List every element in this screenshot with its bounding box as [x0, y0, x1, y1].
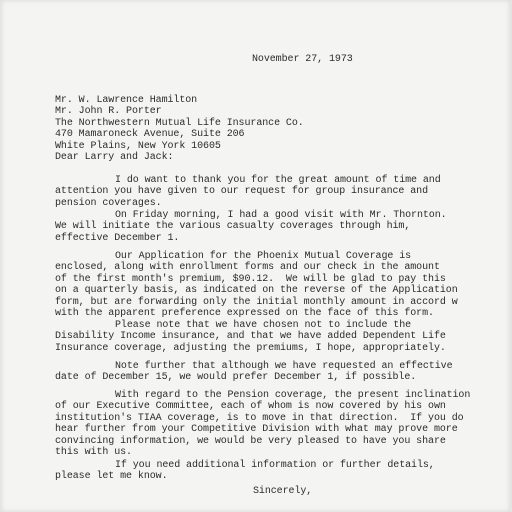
paragraph-line: this with us.: [55, 447, 132, 458]
paragraph-line: Disability Income insurance, and that we have added Dependent Life: [55, 331, 446, 343]
paragraph-line: effective December 1.: [55, 232, 180, 244]
paragraph-line: enclosed, along with enrollment forms and our check in the amount: [55, 262, 440, 274]
paragraph-line: please let me know.: [55, 471, 168, 483]
paragraph-line: of the first month's premium, $90.12. We will be glad to pay this: [55, 273, 446, 285]
paragraph-line: Insurance coverage, adjusting the premiums, I hope, appropriately.: [55, 342, 446, 354]
paragraph-line: date of December 15, we would prefer December 1, if possible.: [55, 372, 417, 384]
address-line: 470 Mamaroneck Avenue, Suite 206: [55, 129, 245, 141]
paragraph-line: On Friday morning, I had a good visit with Mr. Thornton.: [115, 210, 447, 221]
paragraph-line: pension coverages.: [55, 197, 162, 209]
paragraph-line: form, but are forwarding only the initial monthly amount in accord w: [55, 296, 458, 308]
paragraph-line: with the apparent preference expressed on the face of this form.: [55, 308, 434, 319]
paragraph-line: I do want to thank you for the great amount of time and: [115, 175, 441, 186]
address-line: Mr. John R. Porter: [55, 106, 162, 118]
address-line: The Northwestern Mutual Life Insurance Co.: [55, 117, 304, 129]
paragraph-line: institution's TIAA coverage, is to move in that direction. If you do: [55, 412, 464, 424]
paragraph-line: hear further from your Competitive Division with what may prove more: [55, 424, 458, 436]
paragraph-line: Note further that although we have requested an effective: [115, 361, 453, 372]
letter-date: November 27, 1973: [252, 54, 353, 65]
paragraph-line: Our Application for the Phoenix Mutual Coverage is: [115, 251, 412, 262]
paragraph-line: attention you have given to our request for group insurance and: [55, 186, 429, 198]
paragraph-line: We will initiate the various casualty coverages through him,: [55, 221, 411, 233]
paragraph-line: Please note that we have chosen not to include the: [115, 320, 412, 331]
address-line: White Plains, New York 10605: [55, 140, 221, 152]
paragraph-line: convincing information, we would be very pleased to have you share: [55, 435, 446, 447]
salutation: Dear Larry and Jack:: [55, 152, 174, 163]
paragraph-line: of our Executive Committee, each of whom is now covered by his own: [55, 401, 446, 413]
address-line: Mr. W. Lawrence Hamilton: [55, 95, 198, 106]
closing: Sincerely,: [253, 486, 313, 497]
paragraph-line: With regard to the Pension coverage, the present inclination: [115, 390, 471, 401]
paragraph-line: If you need additional information or further details,: [115, 460, 435, 471]
paragraph-line: on a quarterly basis, as indicated on the reverse of the Application: [55, 285, 458, 297]
